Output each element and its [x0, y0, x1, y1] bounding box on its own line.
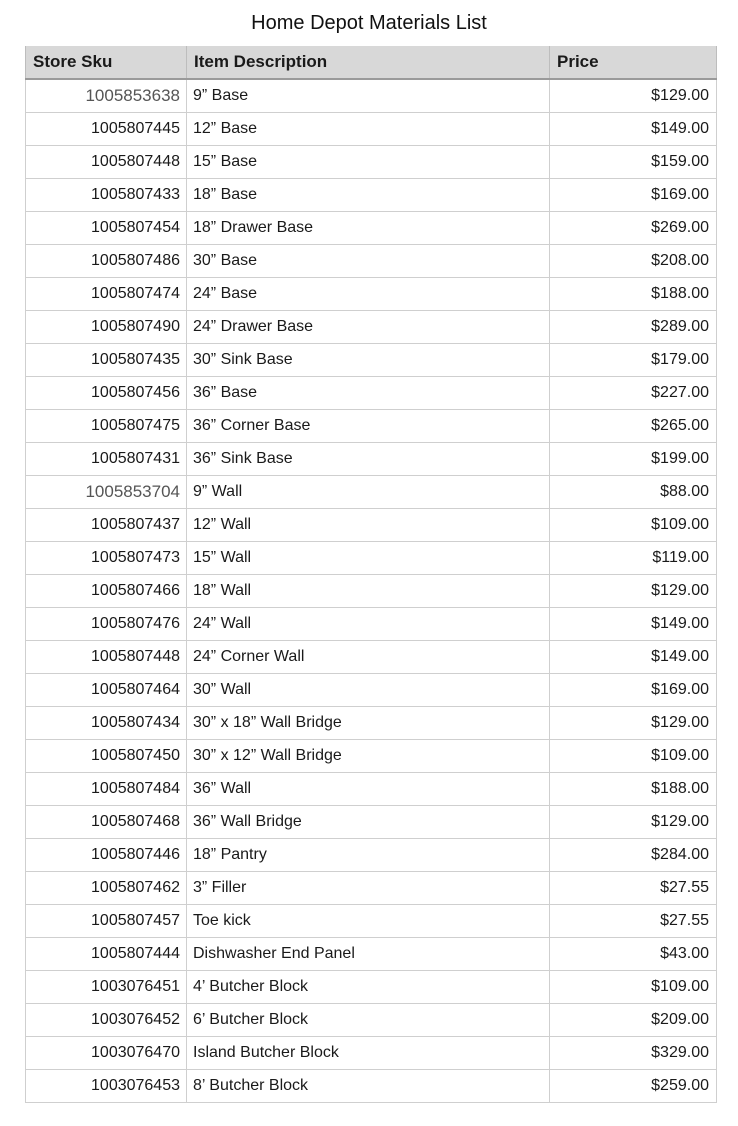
table-row: [26, 343, 717, 376]
item-description-cell[interactable]: 4’ Butcher Block: [187, 970, 550, 1003]
store-sku-cell[interactable]: 1005807468: [26, 805, 187, 838]
store-sku-cell[interactable]: 1005807446: [26, 838, 187, 871]
store-sku-cell[interactable]: 1005807486: [26, 244, 187, 277]
table-row: [26, 310, 717, 343]
price-cell[interactable]: $265.00: [550, 409, 717, 442]
item-description-cell[interactable]: 30” Base: [187, 244, 550, 277]
store-sku-cell[interactable]: 1005807434: [26, 706, 187, 739]
price-cell[interactable]: $109.00: [550, 970, 717, 1003]
item-description-cell[interactable]: 8’ Butcher Block: [187, 1069, 550, 1102]
item-description-cell[interactable]: 30” Wall: [187, 673, 550, 706]
store-sku-cell[interactable]: 1005807490: [26, 310, 187, 343]
table-row: [26, 805, 717, 838]
item-description-cell[interactable]: 30” x 12” Wall Bridge: [187, 739, 550, 772]
item-description-cell[interactable]: 12” Base: [187, 112, 550, 145]
item-description-cell[interactable]: 30” Sink Base: [187, 343, 550, 376]
store-sku-cell[interactable]: 1005807484: [26, 772, 187, 805]
price-cell[interactable]: $129.00: [550, 574, 717, 607]
table-row: [26, 706, 717, 739]
price-cell[interactable]: $209.00: [550, 1003, 717, 1036]
item-description-cell[interactable]: 6’ Butcher Block: [187, 1003, 550, 1036]
price-cell[interactable]: $179.00: [550, 343, 717, 376]
price-cell[interactable]: $159.00: [550, 145, 717, 178]
table-row: [26, 904, 717, 937]
price-cell[interactable]: $109.00: [550, 508, 717, 541]
item-description-cell[interactable]: 36” Wall Bridge: [187, 805, 550, 838]
price-cell[interactable]: $88.00: [550, 475, 717, 508]
table-row: [26, 79, 717, 112]
table-row: [26, 640, 717, 673]
table-row: [26, 145, 717, 178]
store-sku-cell[interactable]: 1005807448: [26, 145, 187, 178]
item-description-cell[interactable]: 36” Wall: [187, 772, 550, 805]
store-sku-cell[interactable]: 1005807450: [26, 739, 187, 772]
store-sku-cell[interactable]: 1005853638: [26, 79, 187, 112]
table-row: [26, 211, 717, 244]
store-sku-cell[interactable]: 1005807456: [26, 376, 187, 409]
table-row: [26, 739, 717, 772]
price-cell[interactable]: $169.00: [550, 673, 717, 706]
store-sku-cell[interactable]: 1005807473: [26, 541, 187, 574]
table-row: [26, 475, 717, 508]
price-cell[interactable]: $188.00: [550, 277, 717, 310]
item-description-cell[interactable]: 24” Drawer Base: [187, 310, 550, 343]
store-sku-cell[interactable]: 1005807475: [26, 409, 187, 442]
store-sku-cell[interactable]: 1005807466: [26, 574, 187, 607]
store-sku-cell[interactable]: 1005807433: [26, 178, 187, 211]
table-row: [26, 673, 717, 706]
table-row: [26, 838, 717, 871]
table-row: [26, 871, 717, 904]
price-cell[interactable]: $269.00: [550, 211, 717, 244]
price-cell[interactable]: $109.00: [550, 739, 717, 772]
item-description-cell[interactable]: 12” Wall: [187, 508, 550, 541]
table-row: [26, 541, 717, 574]
table-header-row: [26, 46, 717, 79]
store-sku-cell[interactable]: 1005807444: [26, 937, 187, 970]
item-description-cell[interactable]: Toe kick: [187, 904, 550, 937]
price-cell[interactable]: $27.55: [550, 871, 717, 904]
price-cell[interactable]: $129.00: [550, 706, 717, 739]
table-row: [26, 1036, 717, 1069]
materials-table: [25, 46, 717, 1103]
item-description-cell[interactable]: 9” Base: [187, 79, 550, 112]
table-row: [26, 937, 717, 970]
store-sku-cell[interactable]: 1005807445: [26, 112, 187, 145]
column-header-item-description[interactable]: Item Description: [187, 46, 550, 79]
price-cell[interactable]: $259.00: [550, 1069, 717, 1102]
price-cell[interactable]: $149.00: [550, 607, 717, 640]
table-row: [26, 508, 717, 541]
table-body: [26, 79, 717, 1102]
store-sku-cell[interactable]: 1005807431: [26, 442, 187, 475]
column-header-store-sku[interactable]: Store Sku: [26, 46, 187, 79]
table-row: [26, 277, 717, 310]
item-description-cell[interactable]: 18” Pantry: [187, 838, 550, 871]
item-description-cell[interactable]: 24” Corner Wall: [187, 640, 550, 673]
store-sku-cell[interactable]: 1005807464: [26, 673, 187, 706]
table-row: [26, 178, 717, 211]
price-cell[interactable]: $149.00: [550, 640, 717, 673]
store-sku-cell[interactable]: 1005807462: [26, 871, 187, 904]
item-description-cell[interactable]: 18” Drawer Base: [187, 211, 550, 244]
item-description-cell[interactable]: 36” Sink Base: [187, 442, 550, 475]
price-cell[interactable]: $129.00: [550, 79, 717, 112]
price-cell[interactable]: $208.00: [550, 244, 717, 277]
store-sku-cell[interactable]: 1005807474: [26, 277, 187, 310]
table-row: [26, 244, 717, 277]
store-sku-cell[interactable]: 1003076452: [26, 1003, 187, 1036]
price-cell[interactable]: $227.00: [550, 376, 717, 409]
document-title: Home Depot Materials List: [251, 12, 487, 34]
item-description-cell[interactable]: 36” Corner Base: [187, 409, 550, 442]
price-cell[interactable]: $43.00: [550, 937, 717, 970]
item-description-cell[interactable]: 18” Wall: [187, 574, 550, 607]
item-description-cell[interactable]: 24” Wall: [187, 607, 550, 640]
table-row: [26, 772, 717, 805]
table-row: [26, 970, 717, 1003]
table-row: [26, 409, 717, 442]
store-sku-cell[interactable]: 1003076470: [26, 1036, 187, 1069]
item-description-cell[interactable]: 36” Base: [187, 376, 550, 409]
item-description-cell[interactable]: 15” Base: [187, 145, 550, 178]
price-cell[interactable]: $289.00: [550, 310, 717, 343]
item-description-cell[interactable]: 9” Wall: [187, 475, 550, 508]
item-description-cell[interactable]: 15” Wall: [187, 541, 550, 574]
store-sku-cell[interactable]: 1003076453: [26, 1069, 187, 1102]
table-row: [26, 1069, 717, 1102]
store-sku-cell[interactable]: 1005807457: [26, 904, 187, 937]
price-cell[interactable]: $284.00: [550, 838, 717, 871]
table-row: [26, 607, 717, 640]
item-description-cell[interactable]: Dishwasher End Panel: [187, 937, 550, 970]
store-sku-cell[interactable]: 1005807437: [26, 508, 187, 541]
store-sku-cell[interactable]: 1005807435: [26, 343, 187, 376]
price-cell[interactable]: $27.55: [550, 904, 717, 937]
price-cell[interactable]: $129.00: [550, 805, 717, 838]
price-cell[interactable]: $188.00: [550, 772, 717, 805]
store-sku-cell[interactable]: 1005807454: [26, 211, 187, 244]
item-description-cell[interactable]: 24” Base: [187, 277, 550, 310]
price-cell[interactable]: $119.00: [550, 541, 717, 574]
table-row: [26, 574, 717, 607]
price-cell[interactable]: $199.00: [550, 442, 717, 475]
store-sku-cell[interactable]: 1003076451: [26, 970, 187, 1003]
item-description-cell[interactable]: 30” x 18” Wall Bridge: [187, 706, 550, 739]
item-description-cell[interactable]: 3” Filler: [187, 871, 550, 904]
item-description-cell[interactable]: 18” Base: [187, 178, 550, 211]
table-row: [26, 112, 717, 145]
price-cell[interactable]: $329.00: [550, 1036, 717, 1069]
store-sku-cell[interactable]: 1005807448: [26, 640, 187, 673]
store-sku-cell[interactable]: 1005853704: [26, 475, 187, 508]
item-description-cell[interactable]: Island Butcher Block: [187, 1036, 550, 1069]
table-row: [26, 1003, 717, 1036]
table-row: [26, 442, 717, 475]
price-cell[interactable]: $169.00: [550, 178, 717, 211]
store-sku-cell[interactable]: 1005807476: [26, 607, 187, 640]
table-row: [26, 376, 717, 409]
column-header-price[interactable]: Price: [550, 46, 717, 79]
price-cell[interactable]: $149.00: [550, 112, 717, 145]
